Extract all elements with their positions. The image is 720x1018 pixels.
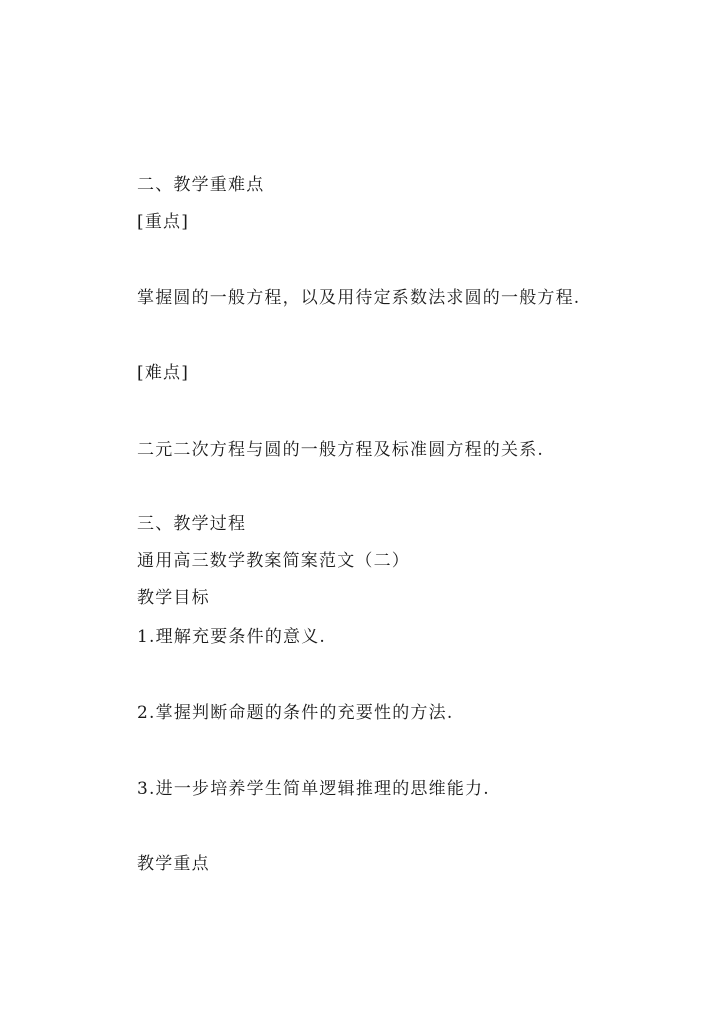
objective-item-1: 1.理解充要条件的意义. xyxy=(137,627,327,647)
key-point-label: [重点] xyxy=(137,212,190,232)
document-title: 通用高三数学教案简案范文（二） xyxy=(137,551,410,571)
key-point-text: 掌握圆的一般方程，以及用待定系数法求圆的一般方程. xyxy=(137,288,581,308)
objective-item-2: 2.掌握判断命题的条件的充要性的方法. xyxy=(137,703,454,723)
difficult-point-text: 二元二次方程与圆的一般方程及标准圆方程的关系. xyxy=(137,440,545,460)
teaching-key-points-heading: 教学重点 xyxy=(137,854,210,874)
section-heading-key-difficult-points: 二、教学重难点 xyxy=(137,175,265,195)
teaching-objectives-heading: 教学目标 xyxy=(137,588,210,608)
section-heading-teaching-process: 三、教学过程 xyxy=(137,514,247,534)
difficult-point-label: [难点] xyxy=(137,363,190,383)
objective-item-3: 3.进一步培养学生简单逻辑推理的思维能力. xyxy=(137,779,490,799)
